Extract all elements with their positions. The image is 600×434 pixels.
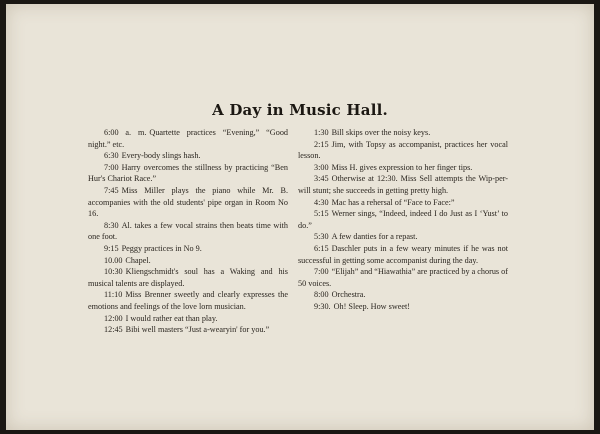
entry-text: Peggy practices in No 9. (121, 243, 202, 253)
entry-time: 12:00 (104, 313, 123, 323)
entry-time: 7:45 (104, 185, 119, 195)
schedule-entry (298, 197, 508, 209)
entry-time: 9:30. (314, 301, 331, 311)
schedule-entry (88, 289, 288, 312)
entry-time: 8:30 (104, 220, 119, 230)
entry-time: 3:45 (314, 174, 329, 184)
schedule-entry (298, 243, 508, 266)
entry-time: 11:10 (104, 290, 123, 300)
schedule-entry (88, 220, 288, 243)
entry-time: 7:00 (314, 267, 329, 277)
entry-text: Otherwise at 12:30. Miss Sell attempts the Wip-per-will stunt; she succeeds in getting pretty high. (298, 174, 508, 195)
entry-text: Miss Miller plays the piano while Mr. B. accompanies with the old students' pipe organ in Room No 16. (88, 185, 288, 219)
book-page (6, 4, 594, 430)
entry-text: Kliengschmidt's soul has a Waking and his musical talents are displayed. (88, 267, 288, 288)
entry-time: 1:30 (314, 128, 329, 137)
schedule-entry (298, 162, 508, 174)
schedule-entry (88, 185, 288, 220)
entry-text: Miss Brenner sweetly and clearly expresses the emotions and feelings of the love lorn musician. (88, 290, 288, 311)
schedule-entry (88, 127, 288, 150)
entry-text: A few danties for a repast. (331, 232, 418, 242)
entry-time: 6:00 a. m. (104, 128, 147, 137)
entry-text: Miss H. gives expression to her finger tips. (331, 162, 473, 172)
entry-time: 8:00 (314, 290, 329, 300)
entry-time: 5:30 (314, 232, 329, 242)
schedule-entry (298, 231, 508, 243)
entry-time: 6:15 (314, 243, 329, 253)
entry-time: 12:45 (104, 325, 123, 335)
entry-text: Mac has a rehersal of “Face to Face:” (331, 197, 455, 207)
schedule-entry (88, 150, 288, 162)
schedule-entry (298, 301, 508, 313)
page-title: A Day in Music Hall. (212, 101, 388, 119)
entry-time: 5:15 (314, 209, 329, 219)
entry-text: Chapel. (125, 255, 151, 265)
left-column (88, 127, 288, 336)
schedule-entry (88, 313, 288, 325)
entry-text: Bibi well masters “Just a-wearyin' for you.” (125, 325, 270, 335)
entry-text: Bill skips over the noisy keys. (331, 128, 431, 137)
entry-time: 4:30 (314, 197, 329, 207)
entry-text: Oh! Sleep. How sweet! (333, 301, 411, 311)
entry-text: Jim, with Topsy as accompanist, practices her vocal lesson. (298, 139, 508, 161)
schedule-entry (298, 127, 508, 139)
schedule-entry (88, 324, 288, 336)
entry-text: “Elijah” and “Hiawathia” are practiced by a chorus of 50 voices. (298, 267, 508, 288)
schedule-entry (88, 266, 288, 289)
right-column (298, 127, 508, 313)
entry-time: 10:30 (104, 267, 123, 277)
entry-time: 9:15 (104, 243, 119, 253)
entry-time: 6:30 (104, 151, 119, 161)
entry-time: 3:00 (314, 162, 329, 172)
schedule-entry (298, 139, 508, 162)
entry-text: Harry overcomes the stillness by practicing “Ben Hur's Chariot Race.” (88, 162, 288, 184)
entry-text: Daschler puts in a few weary minutes if he was not successful in getting some accompanist during the day. (298, 243, 508, 265)
schedule-entry (88, 243, 288, 255)
schedule-entry (298, 266, 508, 289)
schedule-entry (298, 173, 508, 196)
schedule-entry (88, 255, 288, 267)
schedule-entry (298, 289, 508, 301)
entry-text: I would rather eat than play. (125, 313, 218, 323)
entry-text: Orchestra. (331, 290, 366, 300)
entry-time: 2:15 (314, 139, 329, 149)
entry-time: 7:00 (104, 162, 119, 172)
entry-time: 10.00 (104, 255, 123, 265)
entry-text: Werner sings, “Indeed, indeed I do Just as I ‘Yust’ to do.” (298, 209, 508, 230)
entry-text: Quartette practices “Evening,” “Good night.” etc. (88, 128, 289, 149)
entry-text: Every-body slings hash. (121, 151, 201, 161)
schedule-entry (298, 208, 508, 231)
schedule-entry (88, 162, 288, 185)
entry-text: Al. takes a few vocal strains then beats time with one foot. (88, 220, 288, 242)
